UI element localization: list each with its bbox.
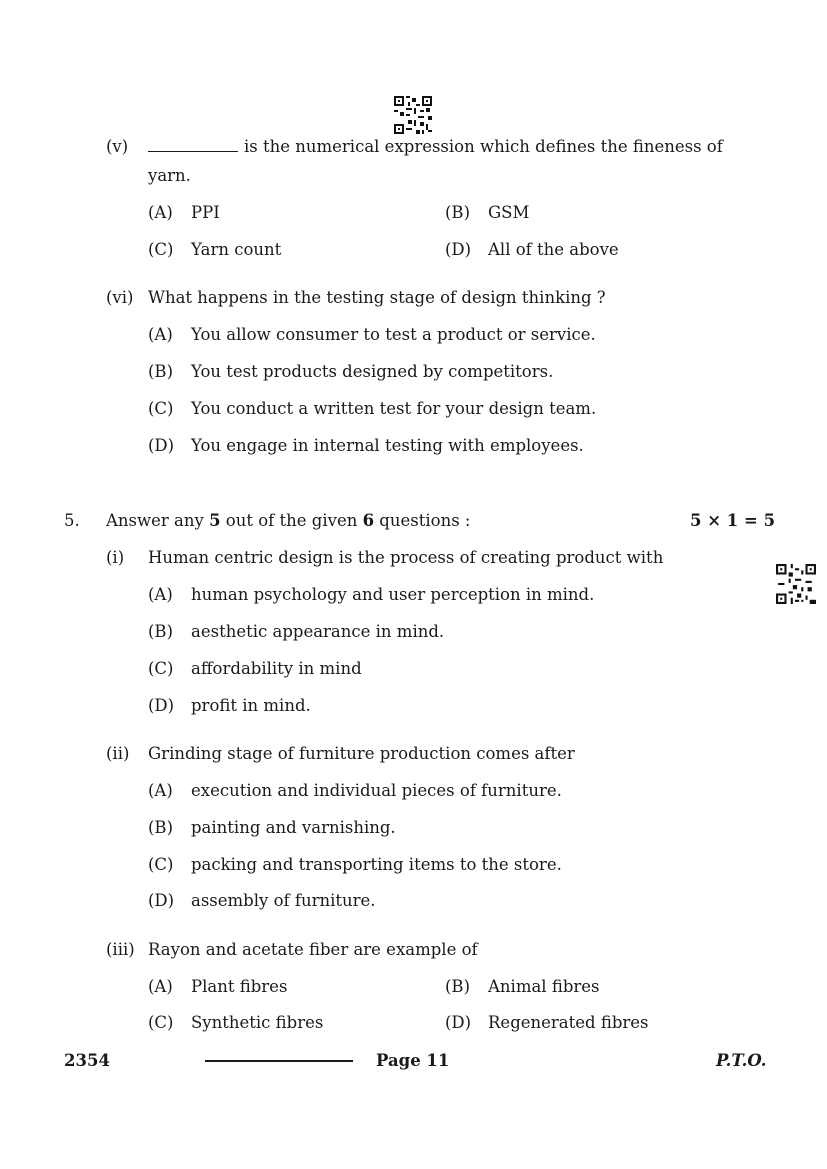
instruction-text: questions :: [374, 511, 471, 530]
page-number: Page 11: [376, 1051, 450, 1070]
option-text: Plant fibres: [191, 977, 288, 996]
option-text: You conduct a written test for your design team.: [191, 399, 597, 418]
option-label: (B): [148, 622, 173, 641]
option-text: Animal fibres: [488, 977, 600, 996]
option-text: painting and varnishing.: [191, 818, 396, 837]
option-text: All of the above: [488, 240, 619, 259]
instruction-count: 5: [209, 511, 221, 530]
option-text: human psychology and user perception in mind.: [191, 585, 595, 604]
top-qr-code-icon: [394, 96, 432, 134]
option-label: (D): [445, 1013, 472, 1032]
option-label: (C): [148, 855, 174, 874]
instruction-text: out of the given: [220, 511, 363, 530]
option-text: profit in mind.: [191, 696, 311, 715]
option-label: (B): [148, 818, 173, 837]
option-label: (D): [148, 436, 175, 455]
question-number: (iii): [106, 940, 135, 959]
question-number: (ii): [106, 744, 130, 763]
option-label: (A): [148, 585, 173, 604]
option-label: (C): [148, 1013, 174, 1032]
marks-allocation: 5 × 1 = 5: [690, 511, 776, 530]
question-text: What happens in the testing stage of design thinking ?: [148, 288, 606, 307]
question-text: [148, 137, 723, 156]
option-label: (A): [148, 325, 173, 344]
question-number: (i): [106, 548, 125, 567]
option-text: Yarn count: [191, 240, 282, 259]
question-text: Grinding stage of furniture production comes after: [148, 744, 575, 763]
option-label: (D): [445, 240, 472, 259]
question-text-continued: yarn.: [148, 166, 191, 185]
pto-label: P.T.O.: [716, 1051, 767, 1070]
option-label: (B): [148, 362, 173, 381]
footer-divider: [205, 1060, 353, 1062]
option-text: aesthetic appearance in mind.: [191, 622, 445, 641]
option-label: (A): [148, 781, 173, 800]
option-text: Regenerated fibres: [488, 1013, 649, 1032]
option-text: affordability in mind: [191, 659, 362, 678]
option-label: (C): [148, 399, 174, 418]
option-label: (C): [148, 659, 174, 678]
instruction-text: Answer any: [106, 511, 210, 530]
option-text: execution and individual pieces of furniture.: [191, 781, 562, 800]
option-text: PPI: [191, 203, 220, 222]
option-label: (D): [148, 891, 175, 910]
option-label: (A): [148, 203, 173, 222]
paper-code: 2354: [64, 1051, 110, 1070]
option-label: (A): [148, 977, 173, 996]
option-text: GSM: [488, 203, 530, 222]
question-instruction: [106, 511, 470, 530]
option-text: You allow consumer to test a product or service.: [191, 325, 596, 344]
option-label: (C): [148, 240, 174, 259]
question-number: (vi): [106, 288, 134, 307]
option-label: (D): [148, 696, 175, 715]
option-text: assembly of furniture.: [191, 891, 376, 910]
option-label: (B): [445, 203, 470, 222]
option-text: You engage in internal testing with employees.: [191, 436, 584, 455]
question-number: (v): [106, 137, 129, 156]
option-text: packing and transporting items to the store.: [191, 855, 562, 874]
instruction-total: 6: [362, 511, 375, 530]
question-number: 5.: [64, 511, 80, 530]
side-qr-code-icon: [776, 564, 816, 604]
question-text-part: is the numerical expression which defines the fineness of: [244, 137, 723, 156]
fill-blank: [148, 137, 238, 152]
question-text: Rayon and acetate fiber are example of: [148, 940, 478, 959]
question-text: Human centric design is the process of creating product with: [148, 548, 664, 567]
option-text: Synthetic fibres: [191, 1013, 324, 1032]
option-label: (B): [445, 977, 470, 996]
option-text: You test products designed by competitors.: [191, 362, 554, 381]
